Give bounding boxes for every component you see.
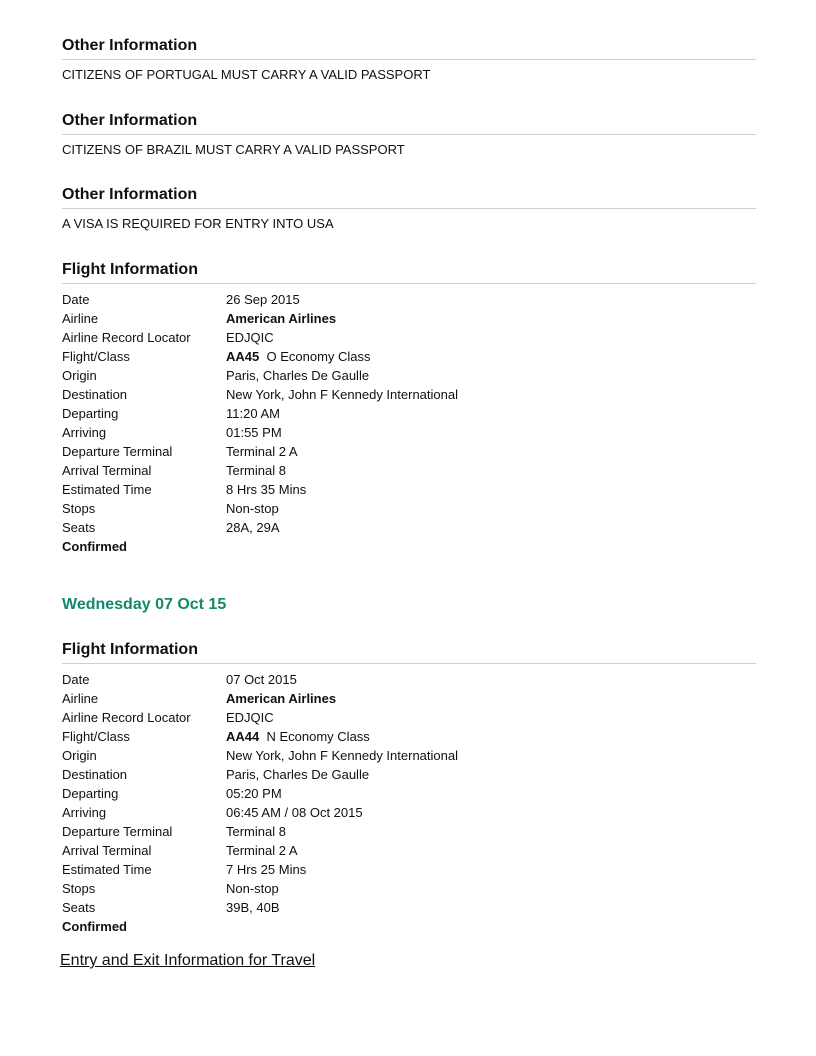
flight-row-destination [62, 385, 756, 404]
field-value: New York, John F Kennedy International [226, 387, 458, 402]
field-label: Airline Record Locator [62, 710, 191, 725]
other-info-text: CITIZENS OF PORTUGAL MUST CARRY A VALID PASSPORT [62, 67, 431, 82]
field-label: Origin [62, 748, 97, 763]
field-label: Departing [62, 786, 119, 801]
field-value: Terminal 8 [226, 463, 286, 478]
status-confirmed: Confirmed [62, 539, 127, 554]
field-label: Seats [62, 520, 96, 535]
flight-row-arriving [62, 803, 756, 822]
flight-row-stops [62, 499, 756, 518]
flight-row-locator [62, 328, 756, 347]
field-value: 01:55 PM [226, 425, 282, 440]
field-label: Flight/Class [62, 349, 130, 364]
field-value: Terminal 8 [226, 824, 286, 839]
field-value: Non-stop [226, 501, 279, 516]
flight-row-class [62, 727, 756, 746]
field-label: Arriving [62, 425, 107, 440]
flight-row-departing [62, 404, 756, 423]
field-label: Arrival Terminal [62, 843, 152, 858]
flight-row-status [62, 537, 756, 556]
field-label: Seats [62, 900, 96, 915]
other-info-text: A VISA IS REQUIRED FOR ENTRY INTO USA [62, 216, 334, 231]
flight-row-date [62, 290, 756, 309]
field-label: Stops [62, 501, 96, 516]
flight-row-est-time [62, 860, 756, 879]
field-value: 07 Oct 2015 [226, 672, 297, 687]
field-value: 11:20 AM [226, 406, 280, 421]
field-value: Terminal 2 A [226, 843, 298, 858]
field-value: Paris, Charles De Gaulle [226, 767, 370, 782]
field-label: Departure Terminal [62, 444, 173, 459]
field-label: Estimated Time [62, 482, 152, 497]
field-label: Airline [62, 311, 99, 326]
field-value: 26 Sep 2015 [226, 292, 300, 307]
flight-row-seats [62, 518, 756, 537]
field-value: 28A, 29A [226, 520, 280, 535]
field-label: Airline [62, 691, 99, 706]
flight-row-arr-terminal [62, 841, 756, 860]
flight-row-destination [62, 765, 756, 784]
field-label: Arriving [62, 805, 107, 820]
flight-number: AA45 [226, 349, 260, 364]
field-value: 8 Hrs 35 Mins [226, 482, 307, 497]
field-label: Airline Record Locator [62, 330, 191, 345]
field-label: Origin [62, 368, 97, 383]
field-label: Date [62, 292, 90, 307]
field-label: Departing [62, 406, 119, 421]
flight-class: O Economy Class [266, 349, 371, 364]
field-value: Non-stop [226, 881, 279, 896]
flight-row-locator [62, 708, 756, 727]
field-value: 05:20 PM [226, 786, 282, 801]
airline-name: American Airlines [226, 311, 337, 326]
field-label: Destination [62, 767, 128, 782]
flight-details-outbound [62, 290, 756, 556]
flight-row-airline [62, 689, 756, 708]
field-label: Flight/Class [62, 729, 130, 744]
flight-row-seats [62, 898, 756, 917]
field-value: 39B, 40B [226, 900, 280, 915]
status-confirmed: Confirmed [62, 919, 127, 934]
field-value: EDJQIC [226, 710, 274, 725]
field-label: Date [62, 672, 90, 687]
airline-name: American Airlines [226, 691, 337, 706]
flight-row-est-time [62, 480, 756, 499]
field-label: Estimated Time [62, 862, 152, 877]
field-value: Terminal 2 A [226, 444, 298, 459]
entry-exit-info-link[interactable]: Entry and Exit Information for Travel [60, 952, 316, 969]
flight-row-departing [62, 784, 756, 803]
field-value: 7 Hrs 25 Mins [226, 862, 307, 877]
other-info-heading: Other Information [62, 111, 756, 135]
field-value: New York, John F Kennedy International [226, 748, 458, 763]
flight-info-heading: Flight Information [62, 260, 756, 284]
flight-info-heading: Flight Information [62, 640, 756, 664]
flight-row-date [62, 670, 756, 689]
flight-details-return [62, 670, 756, 936]
flight-row-class [62, 347, 756, 366]
field-label: Stops [62, 881, 96, 896]
field-value: EDJQIC [226, 330, 274, 345]
flight-row-dep-terminal [62, 822, 756, 841]
flight-row-arriving [62, 423, 756, 442]
field-label: Departure Terminal [62, 824, 173, 839]
other-info-heading: Other Information [62, 36, 756, 60]
flight-row-airline [62, 309, 756, 328]
field-value: Paris, Charles De Gaulle [226, 368, 370, 383]
flight-class: N Economy Class [266, 729, 370, 744]
field-label: Destination [62, 387, 128, 402]
flight-row-origin [62, 746, 756, 765]
flight-row-stops [62, 879, 756, 898]
flight-row-origin [62, 366, 756, 385]
flight-row-arr-terminal [62, 461, 756, 480]
other-info-text: CITIZENS OF BRAZIL MUST CARRY A VALID PASSPORT [62, 142, 405, 157]
flight-row-status [62, 917, 756, 936]
flight-number: AA44 [226, 729, 260, 744]
other-info-heading: Other Information [62, 185, 756, 209]
field-value: 06:45 AM / 08 Oct 2015 [226, 805, 363, 820]
day-heading: Wednesday 07 Oct 15 [62, 596, 227, 613]
field-label: Arrival Terminal [62, 463, 152, 478]
flight-row-dep-terminal [62, 442, 756, 461]
